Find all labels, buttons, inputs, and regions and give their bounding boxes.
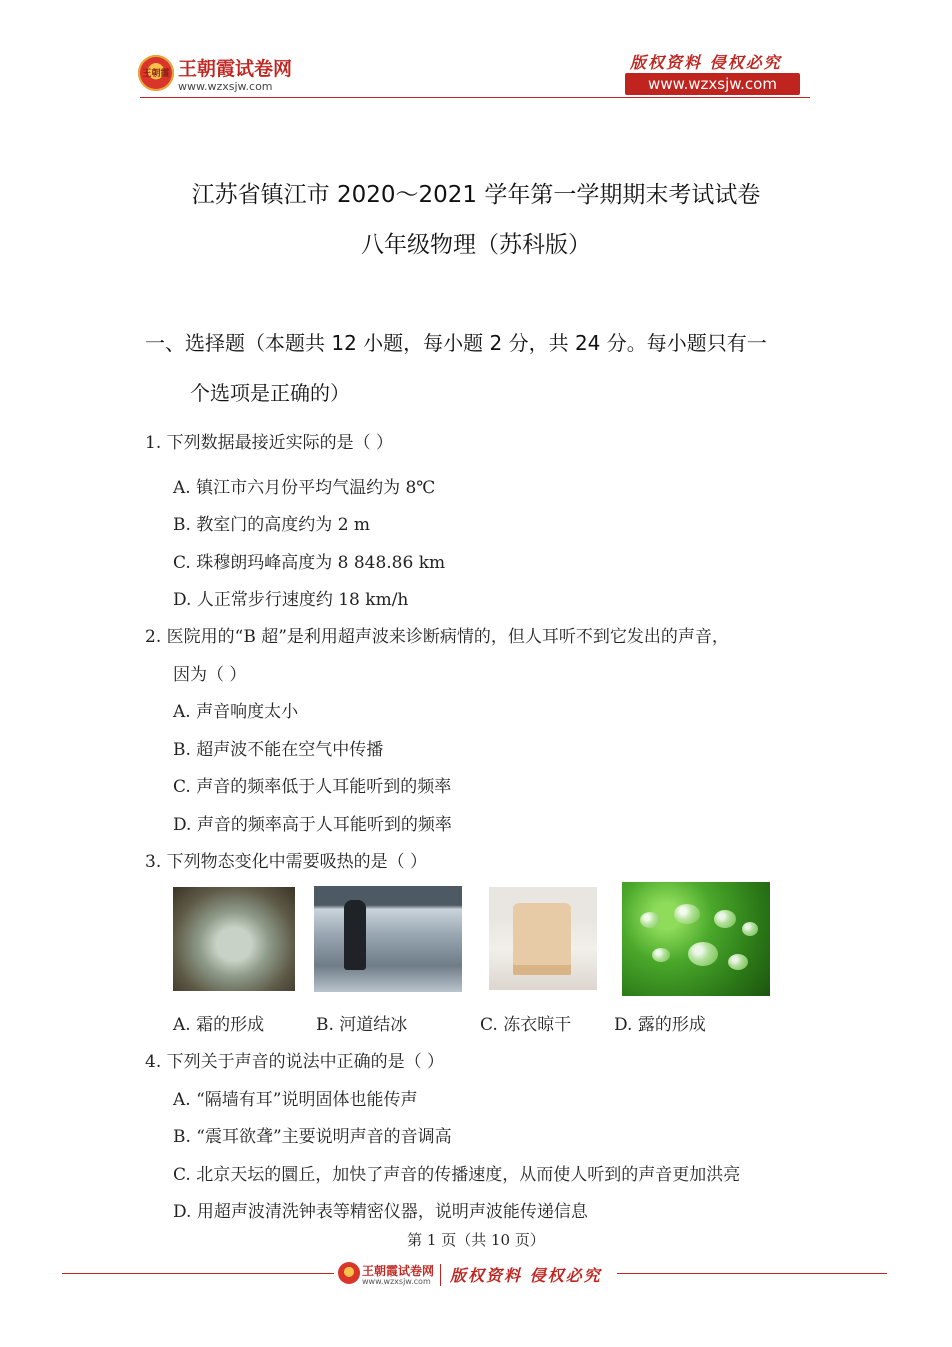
footer-copyright: 版权资料 侵权必究 bbox=[450, 1266, 602, 1285]
dew-photo bbox=[622, 882, 770, 996]
footer-seal-icon bbox=[338, 1262, 360, 1284]
question-1-option-a: A. 镇江市六月份平均气温约为 8℃ bbox=[173, 478, 436, 498]
logo-url: www.wzxsjw.com bbox=[178, 80, 273, 93]
dew-drop bbox=[742, 922, 758, 936]
question-1-stem: 1. 下列数据最接近实际的是（ ） bbox=[145, 433, 394, 453]
logo-seal-icon bbox=[138, 55, 174, 91]
footer-divider-right bbox=[617, 1273, 887, 1274]
question-2-option-b: B. 超声波不能在空气中传播 bbox=[173, 740, 384, 760]
exam-subtitle: 八年级物理（苏科版） bbox=[361, 232, 591, 258]
url-band-text: www.wzxsjw.com bbox=[648, 75, 777, 93]
question-1-option-d: D. 人正常步行速度约 18 km/h bbox=[173, 590, 409, 610]
copyright-notice: 版权资料 侵权必究 bbox=[630, 53, 782, 72]
logo-seal-text: 王朝霞 bbox=[142, 69, 170, 79]
header-divider bbox=[140, 97, 810, 98]
question-3-stem: 3. 下列物态变化中需要吸热的是（ ） bbox=[145, 852, 428, 872]
person-figure bbox=[344, 900, 366, 970]
dew-drop bbox=[728, 954, 748, 970]
question-3-caption-a: A. 霜的形成 bbox=[173, 1015, 265, 1035]
sweater-figure bbox=[513, 903, 571, 975]
question-2-stem: 2. 医院用的“B 超”是利用超声波来诊断病情的，但人耳听不到它发出的声音， bbox=[145, 627, 729, 647]
footer-logo-name: 王朝霞试卷网 bbox=[362, 1264, 435, 1278]
logo-name: 王朝霞试卷网 bbox=[178, 58, 293, 80]
footer-separator bbox=[440, 1264, 441, 1286]
page-number: 第 1 页（共 10 页） bbox=[407, 1231, 545, 1249]
question-4-option-b: B. “震耳欲聋”主要说明声音的音调高 bbox=[173, 1127, 452, 1147]
footer-logo-url: www.wzxsjw.com bbox=[362, 1277, 431, 1286]
question-4-option-c: C. 北京天坛的圜丘，加快了声音的传播速度，从而使人听到的声音更加洪亮 bbox=[173, 1165, 741, 1185]
question-2-stem-cont: 因为（ ） bbox=[173, 665, 247, 685]
dew-drop bbox=[714, 910, 736, 928]
question-1-option-c: C. 珠穆朗玛峰高度为 8 848.86 km bbox=[173, 553, 446, 573]
question-3-caption-b: B. 河道结冰 bbox=[316, 1015, 408, 1035]
dew-drop bbox=[640, 912, 660, 928]
frozen-clothes-photo bbox=[489, 887, 597, 990]
question-1-option-b: B. 教室门的高度约为 2 m bbox=[173, 515, 371, 535]
dew-drop bbox=[652, 948, 670, 962]
question-2-option-d: D. 声音的频率高于人耳能听到的频率 bbox=[173, 815, 452, 835]
frost-photo bbox=[173, 887, 295, 991]
question-4-stem: 4. 下列关于声音的说法中正确的是（ ） bbox=[145, 1052, 445, 1072]
section-heading: 一、选择题（本题共 12 小题，每小题 2 分，共 24 分。每小题只有一 bbox=[145, 331, 767, 355]
question-3-caption-c: C. 冻衣晾干 bbox=[480, 1015, 572, 1035]
exam-title: 江苏省镇江市 2020～2021 学年第一学期期末考试试卷 bbox=[191, 182, 761, 208]
question-4-option-a: A. “隔墙有耳”说明固体也能传声 bbox=[173, 1090, 418, 1110]
frozen-river-photo bbox=[314, 886, 462, 992]
question-3-caption-d: D. 露的形成 bbox=[614, 1015, 706, 1035]
dew-drop bbox=[674, 904, 700, 924]
url-band bbox=[625, 73, 800, 95]
question-4-option-d: D. 用超声波清洗钟表等精密仪器，说明声波能传递信息 bbox=[173, 1202, 588, 1222]
question-2-option-c: C. 声音的频率低于人耳能听到的频率 bbox=[173, 777, 452, 797]
dew-drop bbox=[688, 942, 718, 966]
footer-divider-left bbox=[62, 1273, 334, 1274]
section-heading-cont: 个选项是正确的） bbox=[190, 381, 350, 405]
question-2-option-a: A. 声音响度太小 bbox=[173, 702, 299, 722]
